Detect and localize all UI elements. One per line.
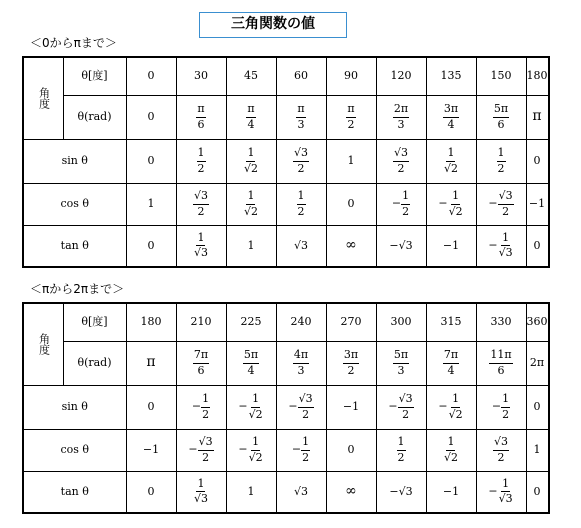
sin-fraction [501,393,510,420]
sin-numerator: 1 [251,393,260,407]
radian-cell [476,341,526,385]
cos-value-cell [276,183,326,225]
cos-fraction [198,436,214,463]
sin-denominator: √2 [243,161,258,175]
radian-numerator: 2π [393,103,409,117]
tan-value: √3 [293,484,308,498]
cos-numerator: √3 [493,436,509,450]
tan-value-cell [526,471,549,513]
cos-denominator: 2 [502,204,510,218]
sin-sign: − [238,400,248,413]
sin-value: 1 [347,153,355,167]
radian-fraction [443,349,459,376]
sin-fraction [443,147,459,174]
cos-value: 0 [347,196,355,210]
radian-numerator: 5π [243,349,259,363]
section-label-0-to-pi: ＜0からπまで＞ [30,36,117,50]
degree-cell: 135 [426,57,476,95]
tan-denominator: √3 [498,246,513,260]
radian-denominator: 3 [297,363,305,377]
sin-numerator: √3 [393,147,409,161]
degree-cell: 225 [226,303,276,341]
radian-numerator: π [246,103,255,117]
cos-numerator: √3 [193,190,209,204]
cos-fraction [243,190,259,217]
tan-value: ∞ [345,483,357,500]
cos-fraction [498,190,514,217]
radian-fraction [246,103,255,130]
degree-cell: 330 [476,303,526,341]
sin-fraction [248,393,264,420]
sin-value-cell [126,385,176,429]
tan-value-cell [376,471,426,513]
radian-denominator: 4 [247,363,255,377]
radian-fraction [346,103,355,130]
sin-fraction [497,147,506,174]
cos-label: cos θ [23,183,126,225]
tan-numerator: 1 [501,232,510,246]
sin-numerator: 1 [197,147,206,161]
degree-cell: 120 [376,57,426,95]
degree-cell: 360 [526,303,549,341]
tan-value: 1 [247,238,255,252]
sin-denominator: 2 [502,407,510,421]
tan-value-cell [276,471,326,513]
sin-value: 0 [533,399,541,413]
sin-fraction [393,147,409,174]
radian-cell [176,95,226,139]
cos-sign: − [188,443,198,456]
table-row [23,183,549,225]
cos-value-cell [226,429,276,471]
radian-cell [326,95,376,139]
sin-numerator: 1 [501,393,510,407]
cos-value-cell [526,183,549,225]
sin-fraction [298,393,314,420]
degree-cell: 30 [176,57,226,95]
sin-fraction [398,393,414,420]
sin-sign: − [388,400,398,413]
degree-cell: 90 [326,57,376,95]
tan-value: ∞ [345,237,357,254]
tan-value: −√3 [389,484,413,498]
sin-numerator: 1 [451,393,460,407]
sin-value: 0 [533,153,541,167]
cos-value-cell [226,183,276,225]
radian-cell [226,95,276,139]
sin-value-cell [376,385,426,429]
radian-denominator: 6 [197,363,205,377]
tan-numerator: 1 [501,478,510,492]
sin-denominator: 2 [297,161,305,175]
radian-fraction [193,349,209,376]
radian-cell [326,341,376,385]
cos-sign: − [238,443,248,456]
cos-denominator: 2 [197,204,205,218]
radian-cell [126,341,176,385]
tan-denominator: √3 [193,492,208,506]
sin-fraction [448,393,464,420]
tan-value: −√3 [389,238,413,252]
radian-fraction [393,103,409,130]
cos-denominator: √2 [448,204,463,218]
sin-value-cell [376,139,426,183]
cos-value-cell [126,429,176,471]
sin-numerator: 1 [446,147,455,161]
tan-value-cell [376,225,426,267]
sin-denominator: √2 [443,161,458,175]
degree-cell: 60 [276,57,326,95]
radian-denominator: 6 [497,117,505,131]
sin-value: −1 [342,399,360,413]
table-row [23,385,549,429]
cos-value-cell [526,429,549,471]
cos-sign: − [291,443,302,456]
cos-fraction [248,436,264,463]
table-row [23,429,549,471]
tan-sign: − [488,238,498,252]
tan-fraction [193,478,209,505]
sin-value-cell [426,385,476,429]
radian-fraction [343,349,359,376]
table-row [23,225,549,267]
tan-value: 0 [147,484,155,498]
cos-sign: − [438,197,448,210]
cos-denominator: 2 [297,204,305,218]
radian-numerator: 3π [443,103,459,117]
cos-sign: − [488,197,498,210]
sin-denominator: 2 [497,161,505,175]
radian-fraction [296,103,305,130]
cos-denominator: √2 [248,450,263,464]
sin-denominator: 2 [397,161,405,175]
radian-denominator: 6 [497,363,505,377]
sin-numerator: √3 [398,393,414,407]
cos-denominator: √2 [443,450,458,464]
radian-cell [276,341,326,385]
radian-denominator: 4 [447,117,455,131]
degree-label: θ[度] [63,303,126,341]
sin-numerator: 1 [497,147,506,161]
sin-value: 0 [147,153,155,167]
sin-denominator: √2 [448,407,463,421]
cos-value-cell [476,429,526,471]
radian-numerator: 11π [489,349,512,363]
radian-label: θ(rad) [63,341,126,385]
cos-value-cell [176,429,226,471]
cos-value-cell [326,183,376,225]
cos-numerator: 1 [246,190,255,204]
tan-value-cell [526,225,549,267]
cos-numerator: 1 [301,436,310,450]
cos-numerator: 1 [297,190,306,204]
tan-value-cell [226,471,276,513]
cos-value-cell [426,183,476,225]
radian-fraction [489,349,512,376]
sin-fraction [201,393,210,420]
angle-label: 角度 [23,303,63,385]
cos-value-cell [476,183,526,225]
sin-value-cell [476,139,526,183]
cos-numerator: 1 [397,436,406,450]
cos-fraction [301,436,310,463]
cos-fraction [297,190,306,217]
sin-fraction [243,147,259,174]
tan-value-cell [176,225,226,267]
degree-label: θ[度] [63,57,126,95]
radian-denominator: 4 [247,117,255,131]
tan-value-cell [476,225,526,267]
page-title: 三角関数の値 [199,12,347,38]
sin-sign: − [191,400,202,413]
tan-value: 0 [533,238,541,252]
degree-cell: 0 [126,57,176,95]
cos-value-cell [176,183,226,225]
degree-cell: 210 [176,303,226,341]
tan-denominator: √3 [498,492,513,506]
tan-value-cell [426,471,476,513]
sin-fraction [197,147,206,174]
sin-value-cell [226,385,276,429]
sin-denominator: 2 [202,407,210,421]
trig-table-0-to-pi [22,56,550,268]
sin-numerator: √3 [293,147,309,161]
radian-cell [226,341,276,385]
radian-cell [526,341,549,385]
radian-numerator: 7π [443,349,459,363]
table-row [23,139,549,183]
tan-value: √3 [293,238,308,252]
radian-numerator: 3π [343,349,359,363]
cos-value-cell [126,183,176,225]
cos-value-cell [376,429,426,471]
sin-numerator: 1 [201,393,210,407]
tan-value: 0 [533,484,541,498]
sin-denominator: √2 [248,407,263,421]
radian-denominator: 6 [197,117,205,131]
cos-fraction [401,190,410,217]
cos-fraction [443,436,459,463]
cos-numerator: √3 [198,436,214,450]
cos-numerator: 1 [446,436,455,450]
tan-numerator: 1 [196,232,205,246]
radian-value: π [532,108,542,125]
cos-value: −1 [142,442,160,456]
cos-numerator: √3 [498,190,514,204]
cos-numerator: 1 [251,436,260,450]
sin-value: 0 [147,399,155,413]
tan-value-cell [126,471,176,513]
sin-denominator: 2 [402,407,410,421]
tan-label: tan θ [23,225,126,267]
tan-fraction [498,232,514,259]
cos-denominator: 2 [397,450,405,464]
cos-value-cell [326,429,376,471]
sin-numerator: 1 [246,147,255,161]
tan-fraction [498,478,514,505]
radian-numerator: 4π [293,349,309,363]
sin-value-cell [526,139,549,183]
degree-cell: 270 [326,303,376,341]
trig-table-pi-to-2pi [22,302,550,514]
tan-numerator: 1 [196,478,205,492]
cos-denominator: √2 [243,204,258,218]
cos-value-cell [276,429,326,471]
sin-value-cell [276,139,326,183]
radian-cell [126,95,176,139]
radian-numerator: π [346,103,355,117]
radian-denominator: 4 [447,363,455,377]
radian-fraction [293,349,309,376]
tan-value: 1 [247,484,255,498]
degree-cell: 150 [476,57,526,95]
cos-value: 0 [347,442,355,456]
cos-label: cos θ [23,429,126,471]
tan-value: 0 [147,238,155,252]
cos-fraction [193,190,209,217]
radian-value: 0 [147,109,155,123]
tan-label: tan θ [23,471,126,513]
degree-cell: 300 [376,303,426,341]
cos-denominator: 2 [302,450,310,464]
tan-denominator: √3 [193,246,208,260]
tan-fraction [193,232,209,259]
radian-denominator: 3 [297,117,305,131]
sin-value-cell [426,139,476,183]
radian-fraction [196,103,205,130]
sin-value-cell [276,385,326,429]
radian-numerator: π [296,103,305,117]
cos-denominator: 2 [202,450,210,464]
sin-numerator: √3 [298,393,314,407]
radian-fraction [393,349,409,376]
cos-numerator: 1 [401,190,410,204]
cos-fraction [448,190,464,217]
table-row [23,471,549,513]
radian-cell [176,341,226,385]
degree-cell: 180 [526,57,549,95]
degree-cell: 45 [226,57,276,95]
tan-value: −1 [442,238,460,252]
degree-cell: 315 [426,303,476,341]
degree-cell: 240 [276,303,326,341]
radian-fraction [493,103,509,130]
sin-value-cell [126,139,176,183]
radian-cell [376,341,426,385]
cos-value: 1 [533,442,541,456]
tan-value-cell [126,225,176,267]
tan-value-cell [276,225,326,267]
radian-value: 2π [529,355,545,369]
sin-sign: − [491,400,502,413]
radian-numerator: 5π [393,349,409,363]
tan-value-cell [426,225,476,267]
sin-sign: − [288,400,298,413]
tan-value-cell [476,471,526,513]
cos-fraction [493,436,509,463]
sin-fraction [293,147,309,174]
tan-value-cell [326,471,376,513]
radian-denominator: 2 [347,117,355,131]
section-label-pi-to-2pi: ＜πから2πまで＞ [30,282,125,296]
radian-cell [476,95,526,139]
cos-numerator: 1 [451,190,460,204]
radian-fraction [443,103,459,130]
tan-value-cell [176,471,226,513]
sin-denominator: 2 [197,161,205,175]
sin-value-cell [326,385,376,429]
radian-cell [426,341,476,385]
sin-value-cell [476,385,526,429]
cos-value: −1 [528,196,546,210]
radian-cell [376,95,426,139]
sin-value-cell [226,139,276,183]
cos-value: 1 [147,196,155,210]
radian-label: θ(rad) [63,95,126,139]
radian-value: π [146,354,156,371]
radian-denominator: 3 [397,363,405,377]
angle-label: 角度 [23,57,63,139]
radian-numerator: π [196,103,205,117]
tan-sign: − [488,484,498,498]
radian-numerator: 7π [193,349,209,363]
sin-value-cell [176,139,226,183]
tan-value-cell [226,225,276,267]
sin-label: sin θ [23,139,126,183]
tan-value-cell [326,225,376,267]
radian-denominator: 3 [397,117,405,131]
radian-cell [426,95,476,139]
cos-denominator: 2 [497,450,505,464]
cos-sign: − [391,197,402,210]
tan-value: −1 [442,484,460,498]
cos-value-cell [426,429,476,471]
cos-value-cell [376,183,426,225]
degree-cell: 180 [126,303,176,341]
sin-value-cell [326,139,376,183]
sin-value-cell [176,385,226,429]
sin-sign: − [438,400,448,413]
cos-fraction [397,436,406,463]
sin-denominator: 2 [302,407,310,421]
radian-fraction [243,349,259,376]
radian-denominator: 2 [347,363,355,377]
radian-cell [276,95,326,139]
radian-numerator: 5π [493,103,509,117]
sin-value-cell [526,385,549,429]
cos-denominator: 2 [402,204,410,218]
sin-label: sin θ [23,385,126,429]
radian-cell [526,95,549,139]
